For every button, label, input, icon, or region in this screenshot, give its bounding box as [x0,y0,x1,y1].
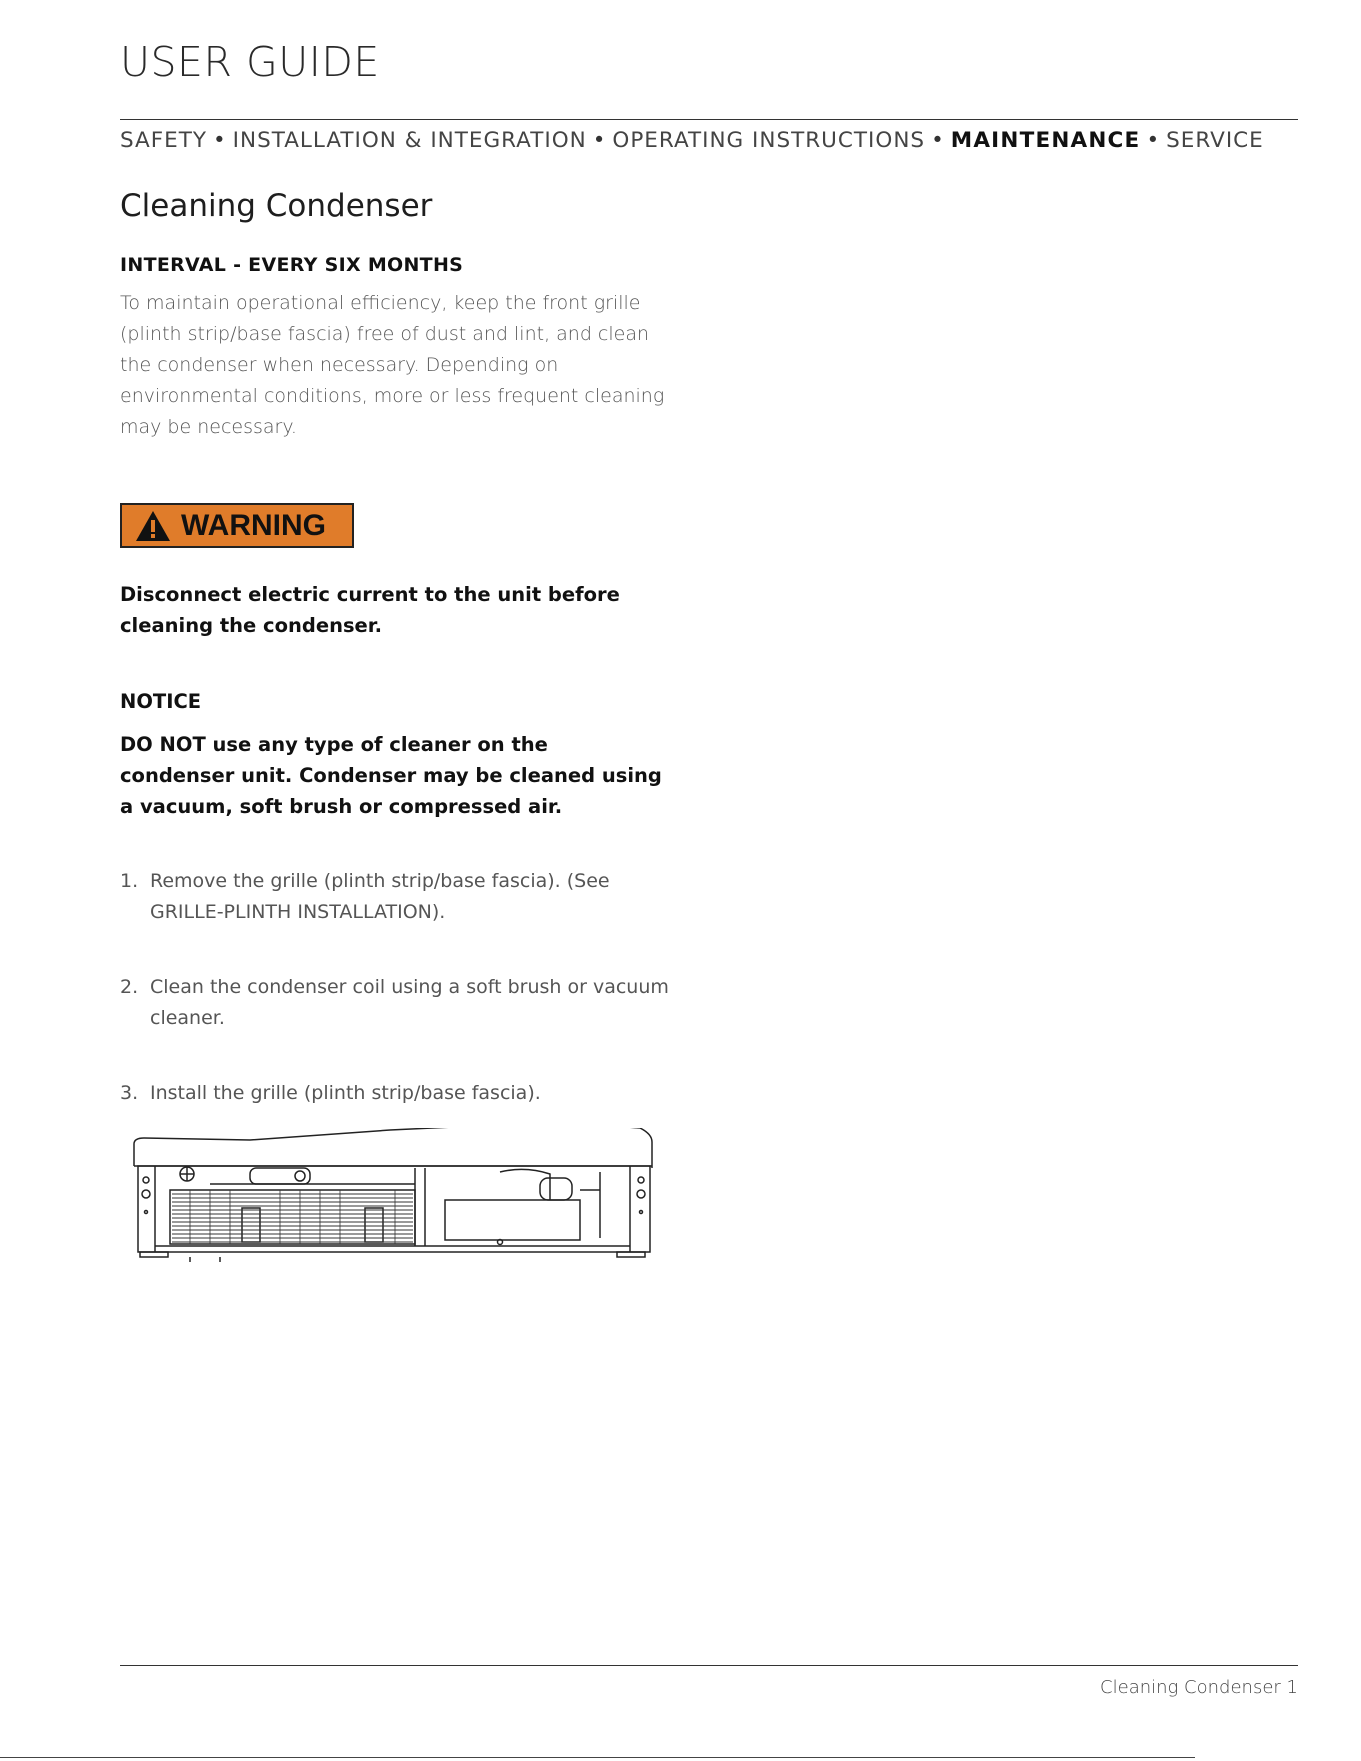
step-number: 2. [120,976,139,998]
step-item [120,866,700,928]
intro-line: the condenser when necessary. Depending on [120,354,559,376]
intro-line: To maintain operational efficiency, keep the front grille [120,292,641,314]
section-nav [120,128,1300,153]
condenser-base-illustration [130,1128,660,1268]
footer-rule [120,1665,1298,1666]
warning-line: cleaning the condenser. [120,614,383,637]
nav-separator: • [931,128,945,153]
step-line: Clean the condenser coil using a soft brush or vacuum [150,976,669,998]
step-item [120,972,700,1034]
warning-label: WARNING [181,508,326,542]
step-number: 1. [120,870,139,892]
step-line: GRILLE-PLINTH INSTALLATION). [150,901,446,923]
step-line: Install the grille (plinth strip/base fascia). [150,1082,541,1104]
nav-separator: • [1146,128,1161,153]
intro-line: (plinth strip/base fascia) free of dust and lint, and clean [120,323,650,345]
step-line: Remove the grille (plinth strip/base fascia). (See [150,870,610,892]
nav-item-safety: SAFETY [120,128,207,153]
step-line: cleaner. [150,1007,225,1029]
nav-item-operating: OPERATING INSTRUCTIONS [612,128,926,153]
intro-line: environmental conditions, more or less frequent cleaning [120,385,665,407]
document-title: USER GUIDE [120,38,380,86]
nav-separator: • [212,128,227,153]
notice-message [120,729,700,822]
warning-banner [120,503,354,548]
notice-line: a vacuum, soft brush or compressed air. [120,795,563,818]
nav-item-maintenance: MAINTENANCE [950,128,1141,153]
header-rule [120,119,1298,120]
notice-heading: NOTICE [120,690,202,713]
notice-line: condenser unit. Condenser may be cleaned using [120,764,662,787]
section-title: Cleaning Condenser [120,188,433,224]
nav-item-installation: INSTALLATION & INTEGRATION [232,128,587,153]
warning-triangle-icon [135,510,171,542]
intro-paragraph [120,288,680,443]
nav-item-service: SERVICE [1166,128,1264,153]
step-item [120,1078,700,1109]
page-edge-rule [0,1757,1195,1758]
nav-separator: • [592,128,607,153]
warning-line: Disconnect electric current to the unit before [120,583,620,606]
interval-heading: INTERVAL - EVERY SIX MONTHS [120,254,464,276]
warning-message [120,579,700,641]
notice-line: DO NOT use any type of cleaner on the [120,733,548,756]
footer-page-label: Cleaning Condenser 1 [1100,1677,1298,1698]
step-number: 3. [120,1082,139,1104]
intro-line: may be necessary. [120,416,297,438]
